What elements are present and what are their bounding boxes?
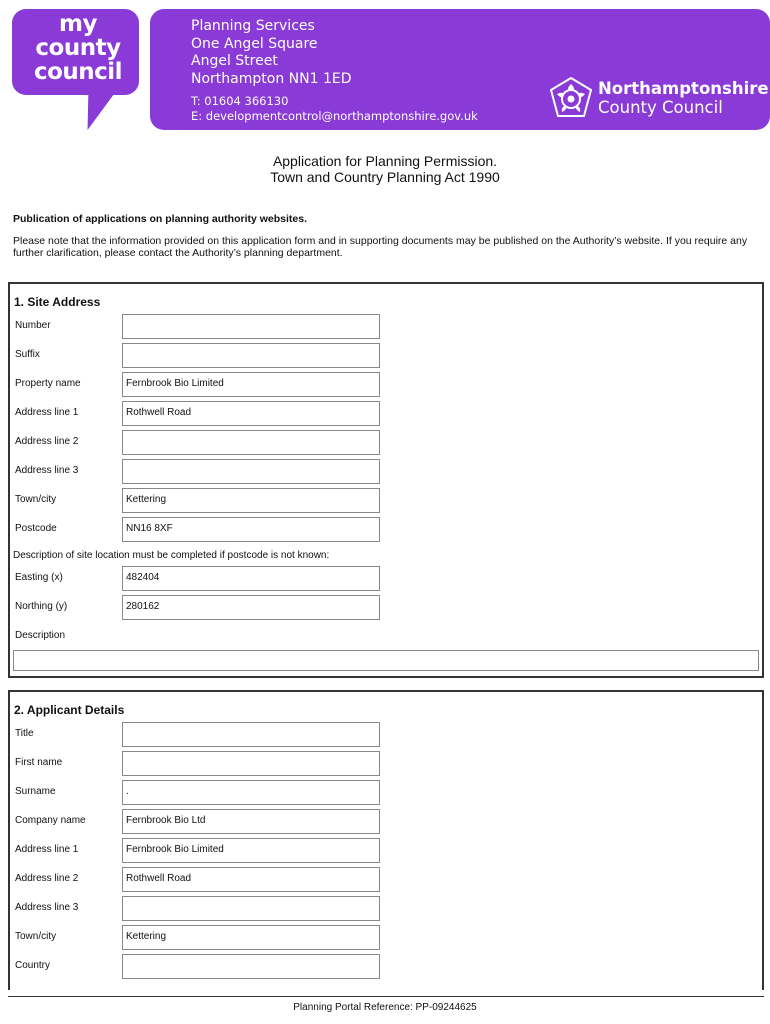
logo-line: county (35, 35, 121, 61)
applicant-details-section (8, 690, 764, 990)
logo-text (18, 12, 138, 84)
surname-field[interactable]: . (122, 780, 380, 805)
address-line-2-field[interactable] (122, 430, 380, 455)
location-note: Description of site location must be completed if postcode is not known: (13, 550, 330, 561)
form-row (15, 459, 385, 484)
suffix-field[interactable] (122, 343, 380, 368)
field-label: Postcode (15, 523, 57, 534)
address-line: Planning Services (191, 18, 315, 34)
town-city-field[interactable]: Kettering (122, 925, 380, 950)
title-line: Town and Country Planning Act 1990 (270, 169, 500, 185)
description-label: Description (15, 630, 66, 641)
form-row (15, 566, 385, 591)
form-row (15, 488, 385, 513)
field-label: Northing (y) (15, 601, 68, 612)
form-row (15, 780, 385, 805)
logo-line: council (33, 59, 123, 85)
site-address-section (8, 282, 764, 678)
postcode-field[interactable]: NN16 8XF (122, 517, 380, 542)
field-label: Town/city (15, 931, 57, 942)
easting-field[interactable]: 482404 (122, 566, 380, 591)
field-label: Country (15, 960, 51, 971)
address-line-1-field[interactable]: Rothwell Road (122, 401, 380, 426)
description-field[interactable] (13, 650, 759, 671)
field-label: Town/city (15, 494, 57, 505)
document-title (0, 153, 770, 185)
council-name (598, 79, 769, 117)
address-line-3-field[interactable] (122, 896, 380, 921)
publication-note: Please note that the information provided on this application form and in supporting documents may be published on the Authority’s website. If you require any further clarification, please contact the Authority’s planning department. (13, 235, 748, 259)
field-label: Title (15, 728, 34, 739)
section-title: 1. Site Address (14, 295, 101, 309)
country-field[interactable] (122, 954, 380, 979)
title-line: Application for Planning Permission. (272, 153, 498, 169)
title-field[interactable] (122, 722, 380, 747)
section-title: 2. Applicant Details (14, 703, 125, 717)
email-address: E: developmentcontrol@northamptonshire.gov.uk (191, 109, 478, 123)
address-line: Northampton NN1 1ED (191, 70, 352, 87)
field-label: Property name (15, 378, 81, 389)
field-label: Address line 1 (15, 407, 79, 418)
form-row (15, 314, 385, 339)
form-row (15, 517, 385, 542)
form-row (15, 809, 385, 834)
form-row (15, 751, 385, 776)
field-label: Easting (x) (15, 572, 63, 583)
field-label: Address line 2 (15, 436, 79, 447)
council-address (191, 18, 351, 88)
publication-heading: Publication of applications on planning authority websites. (13, 213, 308, 225)
header-panel (150, 9, 770, 130)
form-row (15, 838, 385, 863)
council-contact (191, 94, 478, 124)
form-row (15, 343, 385, 368)
number-field[interactable] (122, 314, 380, 339)
form-row (15, 954, 385, 979)
phone-number: T: 01604 366130 (191, 94, 289, 108)
northing-field[interactable]: 280162 (122, 595, 380, 620)
footer-divider (8, 996, 764, 997)
field-label: Address line 1 (15, 844, 79, 855)
field-label: First name (15, 757, 63, 768)
logo-line: my (59, 11, 97, 37)
northamptonshire-logo (547, 76, 769, 120)
form-row (15, 595, 385, 620)
form-row (15, 722, 385, 747)
address-line-3-field[interactable] (122, 459, 380, 484)
field-label: Surname (15, 786, 56, 797)
address-line-1-field[interactable]: Fernbrook Bio Limited (122, 838, 380, 863)
form-row (15, 867, 385, 892)
portal-reference: Planning Portal Reference: PP-09244625 (293, 1002, 477, 1013)
rose-emblem-icon (547, 76, 595, 120)
field-label: Company name (15, 815, 86, 826)
property-name-field[interactable]: Fernbrook Bio Limited (122, 372, 380, 397)
first-name-field[interactable] (122, 751, 380, 776)
address-line-2-field[interactable]: Rothwell Road (122, 867, 380, 892)
field-label: Number (15, 320, 51, 331)
form-row (15, 372, 385, 397)
field-label: Address line 2 (15, 873, 79, 884)
address-line: Angel Street (191, 53, 278, 69)
form-row (15, 430, 385, 455)
form-row (15, 896, 385, 921)
field-label: Suffix (15, 349, 40, 360)
form-row (15, 925, 385, 950)
form-row (15, 401, 385, 426)
field-label: Address line 3 (15, 902, 79, 913)
field-label: Address line 3 (15, 465, 79, 476)
company-name-field[interactable]: Fernbrook Bio Ltd (122, 809, 380, 834)
town-city-field[interactable]: Kettering (122, 488, 380, 513)
council-name-line: County Council (598, 98, 723, 117)
council-name-line: Northamptonshire (598, 79, 769, 98)
address-line: One Angel Square (191, 35, 318, 52)
